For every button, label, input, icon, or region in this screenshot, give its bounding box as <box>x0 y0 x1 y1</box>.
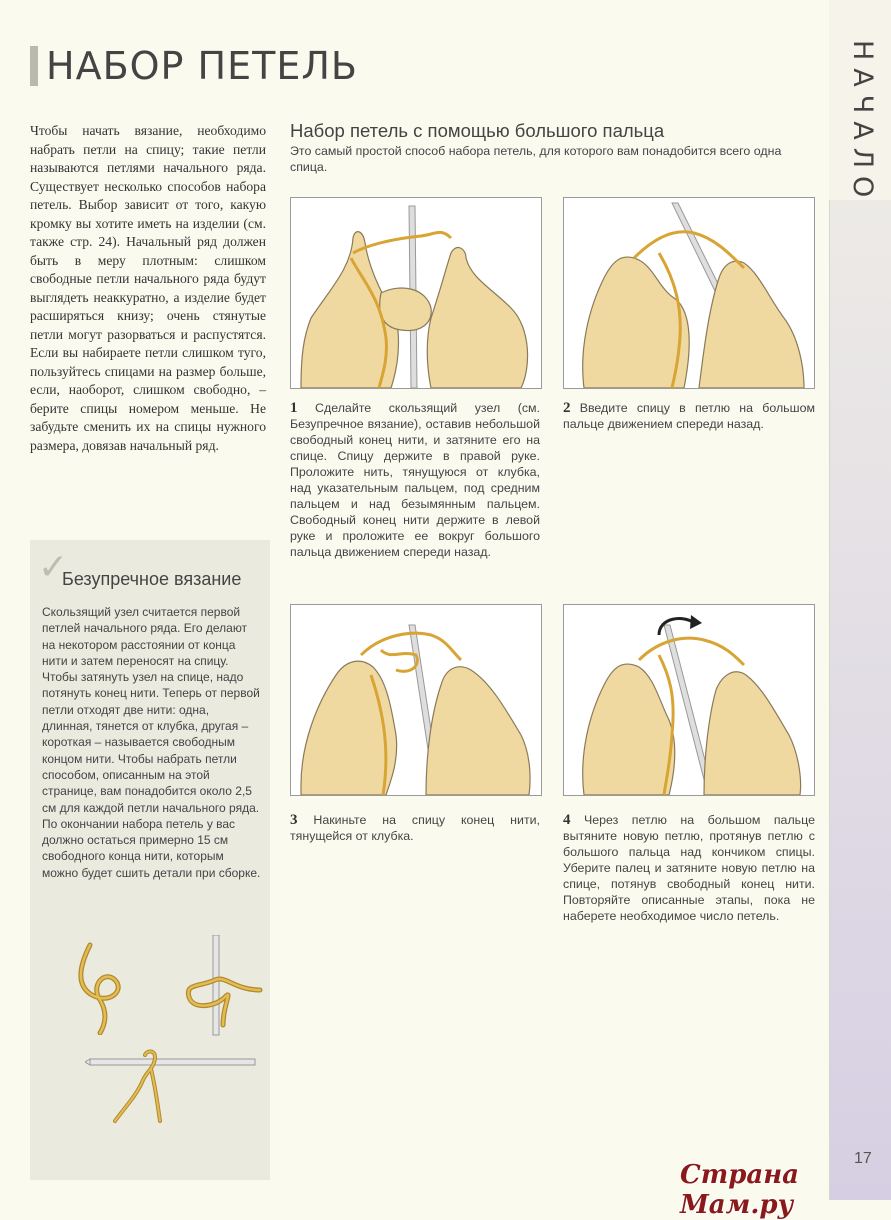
step-2-number: 2 <box>563 400 571 416</box>
tip-title: Безупречное вязание <box>62 569 242 589</box>
step-4-number: 4 <box>563 812 571 828</box>
page-title: НАБОР ПЕТЕЛЬ <box>46 44 358 88</box>
tip-text: Скользящий узел считается первой петлей начального ряда. Его делают на некотором расстоянии от конца нити и затем переносят на спицу. Чтобы затянуть узел на спице, надо потянуть конец нити. Теперь от первой петли отходят две нити: одна, длинная, тянется от клубка, другая – короткая – называется свободным концом нити. Чтобы набрать петли способом, описанным на этой странице, вам понадобится около 2,5 см для каждой петли начального ряда. По окончании набора петель у вас должно остаться примерно 15 см свободного конца нити, которым можно будет сшить детали при сборке. <box>42 605 261 880</box>
step-2-text: Введите спицу в петлю на большом пальце движением спереди назад. <box>563 401 815 431</box>
watermark: Страна Мам.ру <box>680 1160 800 1220</box>
step-1-text: Сделайте скользящий узел (см. Безупречное вязание), оставив небольшой свободный конец нити, и затяните его на спице. Спицу держите в правой руке. Проложите нить, тянущуюся от клубка, над указательным пальцем, под средним пальцем и над безымянным пальцем. Свободный конец нити держите в левой руке и проложите ее вокруг большого пальца движением спереди назад. <box>290 401 540 559</box>
chapter-title: НАЧАЛО <box>847 40 878 206</box>
step-4 <box>563 812 815 924</box>
slip-knot-on-needle-diagram <box>85 1045 265 1125</box>
section-subtitle: Это самый простой способ набора петель, для которого вам понадобится всего одна спица. <box>290 144 782 174</box>
figure-step-3 <box>290 604 542 796</box>
intro-text: Чтобы начать вязание, необходимо набрать петли на спицу; такие петли называются петлями начального ряда. Существует несколько способов набора петель. Выбор зависит от того, какую кромку вы хотите иметь на изделии (см. также стр. 24). Начальный ряд должен быть в меру плотным: слишком свободные петли начального ряда будут выглядеть неаккуратно, а изделие будет расширяться книзу; очень стянутые петли могут разорваться и распустятся. Если вы набираете петли слишком туго, пользуйтесь спицами на размер больше, если, наоборот, слишком свободно, – берите спицы номером меньше. Не забудьте сменить их на спицы нужного размера, довязав начальный ряд. <box>30 123 266 453</box>
page-number: 17 <box>854 1150 872 1167</box>
step-3-text: Накиньте на спицу конец нити, тянущейся от клубка. <box>290 813 540 843</box>
figure-step-1 <box>290 197 542 389</box>
figure-step-2 <box>563 197 815 389</box>
step-1 <box>290 400 540 560</box>
slip-knot-diagram-needle <box>175 935 265 1040</box>
step-3 <box>290 812 540 844</box>
slip-knot-diagram-loop <box>70 935 150 1035</box>
section-title: Набор петель с помощью большого пальца <box>290 120 665 141</box>
header-accent-bar <box>30 46 38 86</box>
step-1-number: 1 <box>290 400 298 416</box>
step-3-number: 3 <box>290 812 298 828</box>
step-2 <box>563 400 815 432</box>
figure-step-4 <box>563 604 815 796</box>
check-icon: ✓ <box>38 546 69 587</box>
step-4-text: Через петлю на большом пальце вытяните новую петлю, протянув петлю с большого пальца над кончиком спицы. Уберите палец и затяните новую петлю на спице, потянув свободный конец нити. Повторяйте описанные этапы, пока не наберете необходимое число петель. <box>563 813 815 923</box>
